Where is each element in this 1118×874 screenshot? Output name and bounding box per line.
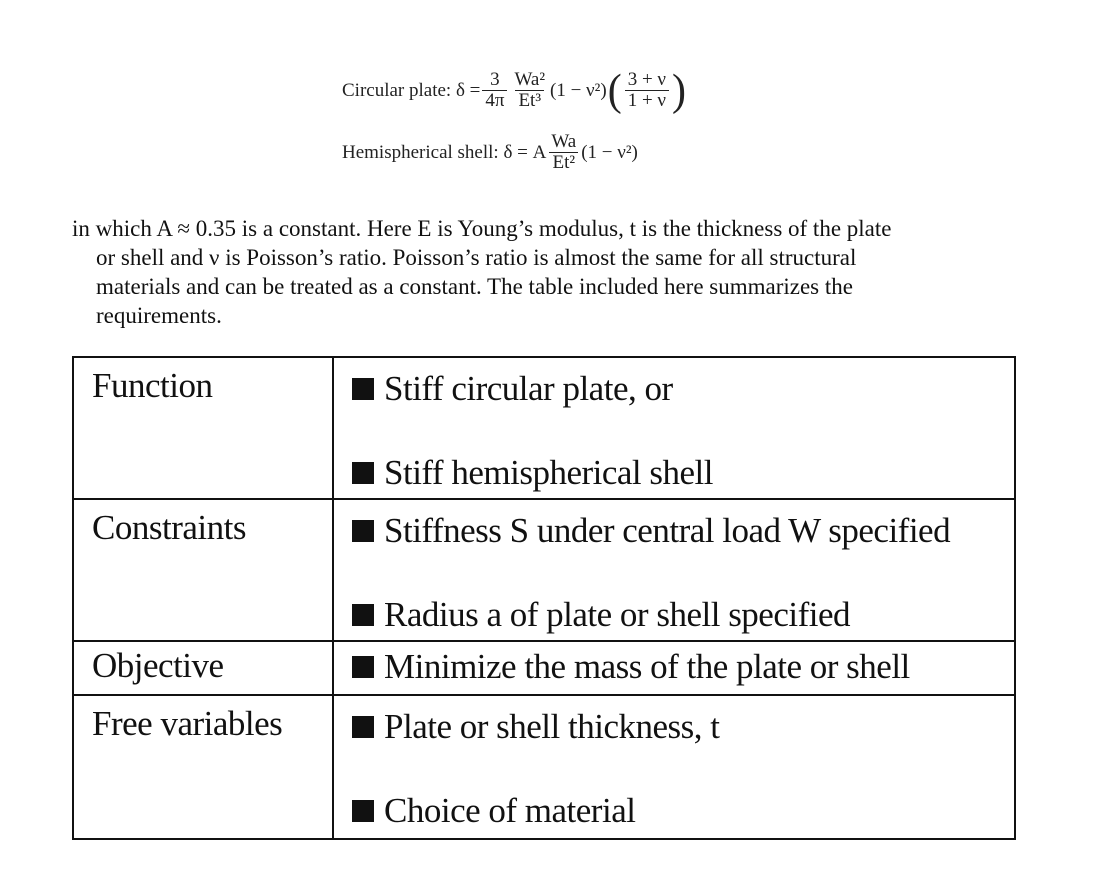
paragraph-line: or shell and ν is Poisson’s ratio. Poisson’s ratio is almost the same for all structural: [96, 245, 857, 270]
row-items: [333, 499, 1015, 641]
list-item: Stiff hemispherical shell: [352, 452, 1014, 494]
shell-load-fraction: $\frac{Wa}{\text{Et²}}$: [551, 131, 577, 174]
row-label: Function: [73, 357, 333, 499]
left-paren: (: [607, 66, 622, 116]
square-bullet-icon: [352, 378, 374, 400]
square-bullet-icon: [352, 800, 374, 822]
circular-plate-equation: [342, 62, 687, 120]
row-label: Objective: [73, 641, 333, 695]
requirements-table: [72, 356, 1016, 840]
list-item: Stiffness S under central load W specified: [352, 510, 1014, 552]
table-row-function: [73, 357, 1015, 499]
row-label: Free variables: [73, 695, 333, 839]
table-row-objective: [73, 641, 1015, 695]
list-item: Minimize the mass of the plate or shell: [352, 646, 1014, 688]
list-item: Stiff circular plate, or: [352, 368, 1014, 410]
right-paren: ): [672, 66, 686, 116]
equations: [342, 62, 687, 182]
square-bullet-icon: [352, 656, 374, 678]
table-row-free-variables: [73, 695, 1015, 839]
row-items: [333, 641, 1015, 695]
paragraph-line: in which A ≈ 0.35 is a constant. Here E is Young’s modulus, t is the thickness of the plate: [72, 216, 892, 241]
square-bullet-icon: [352, 716, 374, 738]
square-bullet-icon: [352, 604, 374, 626]
poisson-factor: (1 − ν²): [550, 80, 607, 101]
coefficient-fraction: $\frac{3}{4\pi}$: [482, 70, 507, 112]
square-bullet-icon: [352, 520, 374, 542]
row-label: Constraints: [73, 499, 333, 641]
list-item: Choice of material: [352, 790, 1014, 832]
paragraph-line: requirements.: [96, 303, 222, 328]
load-fraction: $\frac{\text{Wa²}}{\text{Et³}}$: [514, 69, 546, 112]
row-items: [333, 357, 1015, 499]
list-item: Plate or shell thickness, t: [352, 706, 1014, 748]
hemispherical-shell-equation: [342, 124, 687, 182]
paragraph-line: materials and can be treated as a constant. The table included here summarizes the: [96, 274, 853, 299]
hemispherical-shell-label: Hemispherical shell: δ = A: [342, 142, 547, 163]
circular-plate-label: Circular plate: δ =: [342, 80, 481, 101]
square-bullet-icon: [352, 462, 374, 484]
poisson-ratio-fraction: $\frac{3 + \nu}{1 + \nu}$: [625, 70, 669, 112]
row-items: [333, 695, 1015, 839]
shell-poisson-factor: (1 − ν²): [581, 142, 638, 163]
body-paragraph: [72, 214, 1047, 330]
table-row-constraints: [73, 499, 1015, 641]
list-item: Radius a of plate or shell specified: [352, 594, 1014, 636]
